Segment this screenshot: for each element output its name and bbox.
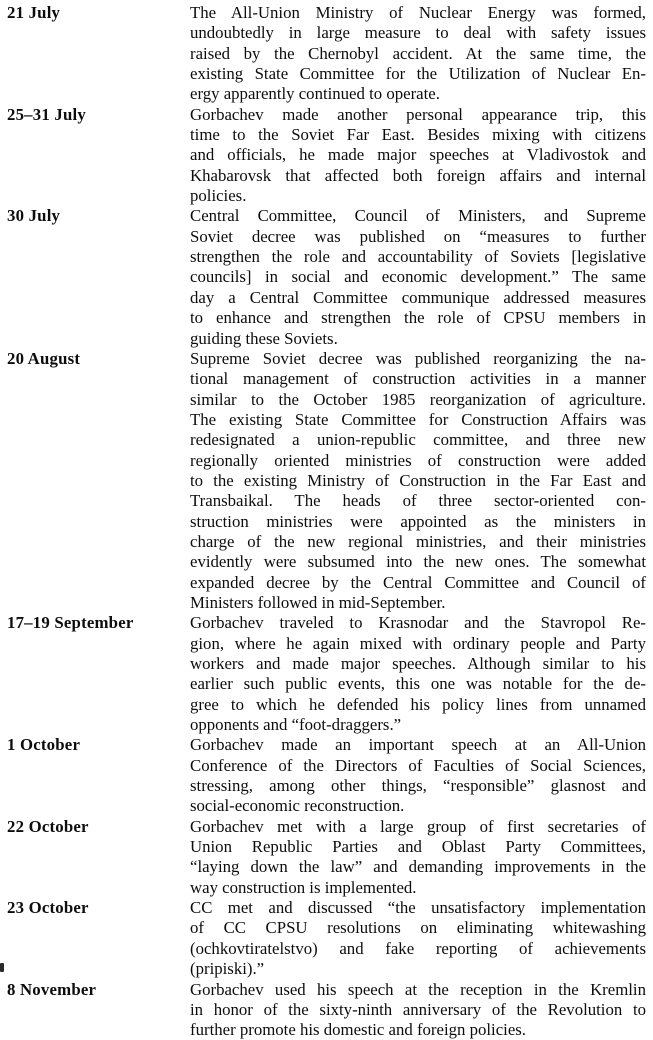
event-line: in honor of the sixty-ninth anniversary of the Revolution to	[190, 999, 646, 1019]
event-line: Gorbachev made an important speech at an All-Union	[190, 735, 646, 755]
event-line: charge of the new regional ministries, and their ministries	[190, 531, 646, 551]
timeline-row	[7, 817, 646, 898]
event-line: Soviet decree was published on “measures to further	[190, 226, 646, 246]
event-line: workers and made major speeches. Although similar to his	[190, 654, 646, 673]
event-text	[190, 105, 646, 207]
event-line: evidently were subsumed into the new ones. The somewhat	[190, 552, 646, 572]
event-line: struction ministries were appointed as the ministers in	[190, 511, 646, 531]
event-line: regionally oriented ministries of construction were added	[190, 450, 646, 470]
event-line: existing State Committee for the Utilization of Nuclear En-	[190, 64, 646, 84]
timeline-row	[7, 206, 646, 348]
event-line: CC met and discussed “the unsatisfactory implementation	[190, 898, 646, 918]
event-text	[190, 817, 646, 898]
event-line: strengthen the role and accountability of Soviets [legislative	[190, 247, 646, 267]
timeline-row	[7, 3, 646, 105]
timeline-row	[7, 735, 646, 816]
event-line: further promote his domestic and foreign policies.	[190, 1020, 527, 1040]
event-line: Khabarovsk that affected both foreign affairs and internal	[190, 165, 646, 185]
event-line: Conference of the Directors of Faculties of Social Sciences,	[190, 755, 646, 775]
timeline-row	[7, 980, 646, 1040]
event-line: Gorbachev used his speech at the reception in the Kremlin	[190, 979, 646, 999]
event-text	[190, 735, 646, 816]
event-date: 1 October	[7, 735, 81, 755]
chronology-list	[7, 3, 646, 1040]
event-text	[190, 206, 646, 348]
event-line: Gorbachev met with a large group of first secretaries of	[190, 816, 646, 836]
event-line: Transbaikal. The heads of three sector-oriented con-	[190, 491, 646, 511]
event-line: policies.	[190, 186, 247, 206]
event-line: earlier such public events, this one was notable for the de-	[190, 674, 646, 694]
event-line: Gorbachev traveled to Krasnodar and the Stavropol Re-	[190, 613, 646, 633]
event-line: The All-Union Ministry of Nuclear Energy was formed,	[190, 3, 646, 22]
event-line: guiding these Soviets.	[190, 328, 338, 348]
event-text	[190, 898, 646, 979]
event-line: of CC CPSU resolutions on eliminating whitewashing	[190, 918, 646, 938]
timeline-row	[7, 898, 646, 979]
event-line: social-economic reconstruction.	[190, 796, 405, 816]
event-line: “laying down the law” and demanding improvements in the	[190, 857, 646, 877]
event-line: (ochkovtiratelstvo) and fake reporting of achievements	[190, 938, 646, 958]
event-line: stressing, among other things, “responsible” glasnost and	[190, 776, 646, 796]
event-text	[190, 349, 646, 613]
event-line: (pripiski).”	[190, 959, 265, 979]
event-line: day a Central Committee communique addressed measures	[190, 287, 646, 307]
event-line: councils] in social and economic development.” The same	[190, 267, 646, 287]
event-line: Gorbachev made another personal appearance trip, this	[190, 104, 646, 124]
event-line: Central Committee, Council of Ministers, and Supreme	[190, 206, 646, 226]
event-date: 23 October	[7, 898, 89, 918]
event-line: raised by the Chernobyl accident. At the same time, the	[190, 43, 646, 63]
event-line: way construction is implemented.	[190, 877, 417, 897]
timeline-row	[7, 349, 646, 613]
event-line: The existing State Committee for Construction Affairs was	[190, 409, 646, 429]
event-date: 17–19 September	[7, 613, 134, 633]
event-line: similar to the October 1985 reorganization of agriculture.	[190, 389, 646, 409]
event-line: Supreme Soviet decree was published reorganizing the na-	[190, 348, 646, 368]
event-line: opponents and “foot-draggers.”	[190, 715, 402, 735]
event-line: gree to which he defended his policy lines from unnamed	[190, 694, 646, 714]
event-line: tional management of construction activities in a manner	[190, 369, 646, 389]
event-date: 25–31 July	[7, 104, 86, 124]
event-line: to the existing Ministry of Construction in the Far East and	[190, 470, 646, 490]
timeline-row	[7, 105, 646, 207]
event-line: Ministers followed in mid-September.	[190, 592, 446, 612]
event-line: expanded decree by the Central Committee and Council of	[190, 572, 646, 592]
event-line: to enhance and strengthen the role of CPSU members in	[190, 308, 646, 328]
event-date: 22 October	[7, 816, 89, 836]
event-text	[190, 3, 646, 105]
event-line: gion, where he again mixed with ordinary people and Party	[190, 633, 646, 653]
event-line: redesignated a union-republic committee, and three new	[190, 430, 646, 450]
event-date: 30 July	[7, 206, 61, 226]
event-date: 8 November	[7, 979, 97, 999]
event-line: ergy apparently continued to operate.	[190, 84, 440, 104]
event-text	[190, 613, 646, 735]
event-date: 20 August	[7, 348, 81, 368]
event-line: undoubtedly in large measure to deal with safety issues	[190, 23, 646, 43]
event-text	[190, 980, 646, 1040]
scan-artifact	[0, 963, 4, 972]
event-date: 21 July	[7, 3, 61, 22]
event-line: time to the Soviet Far East. Besides mixing with citizens	[190, 125, 646, 145]
timeline-row	[7, 613, 646, 735]
event-line: and officials, he made major speeches at Vladivostok and	[190, 145, 646, 165]
event-line: Union Republic Parties and Oblast Party Committees,	[190, 837, 646, 857]
